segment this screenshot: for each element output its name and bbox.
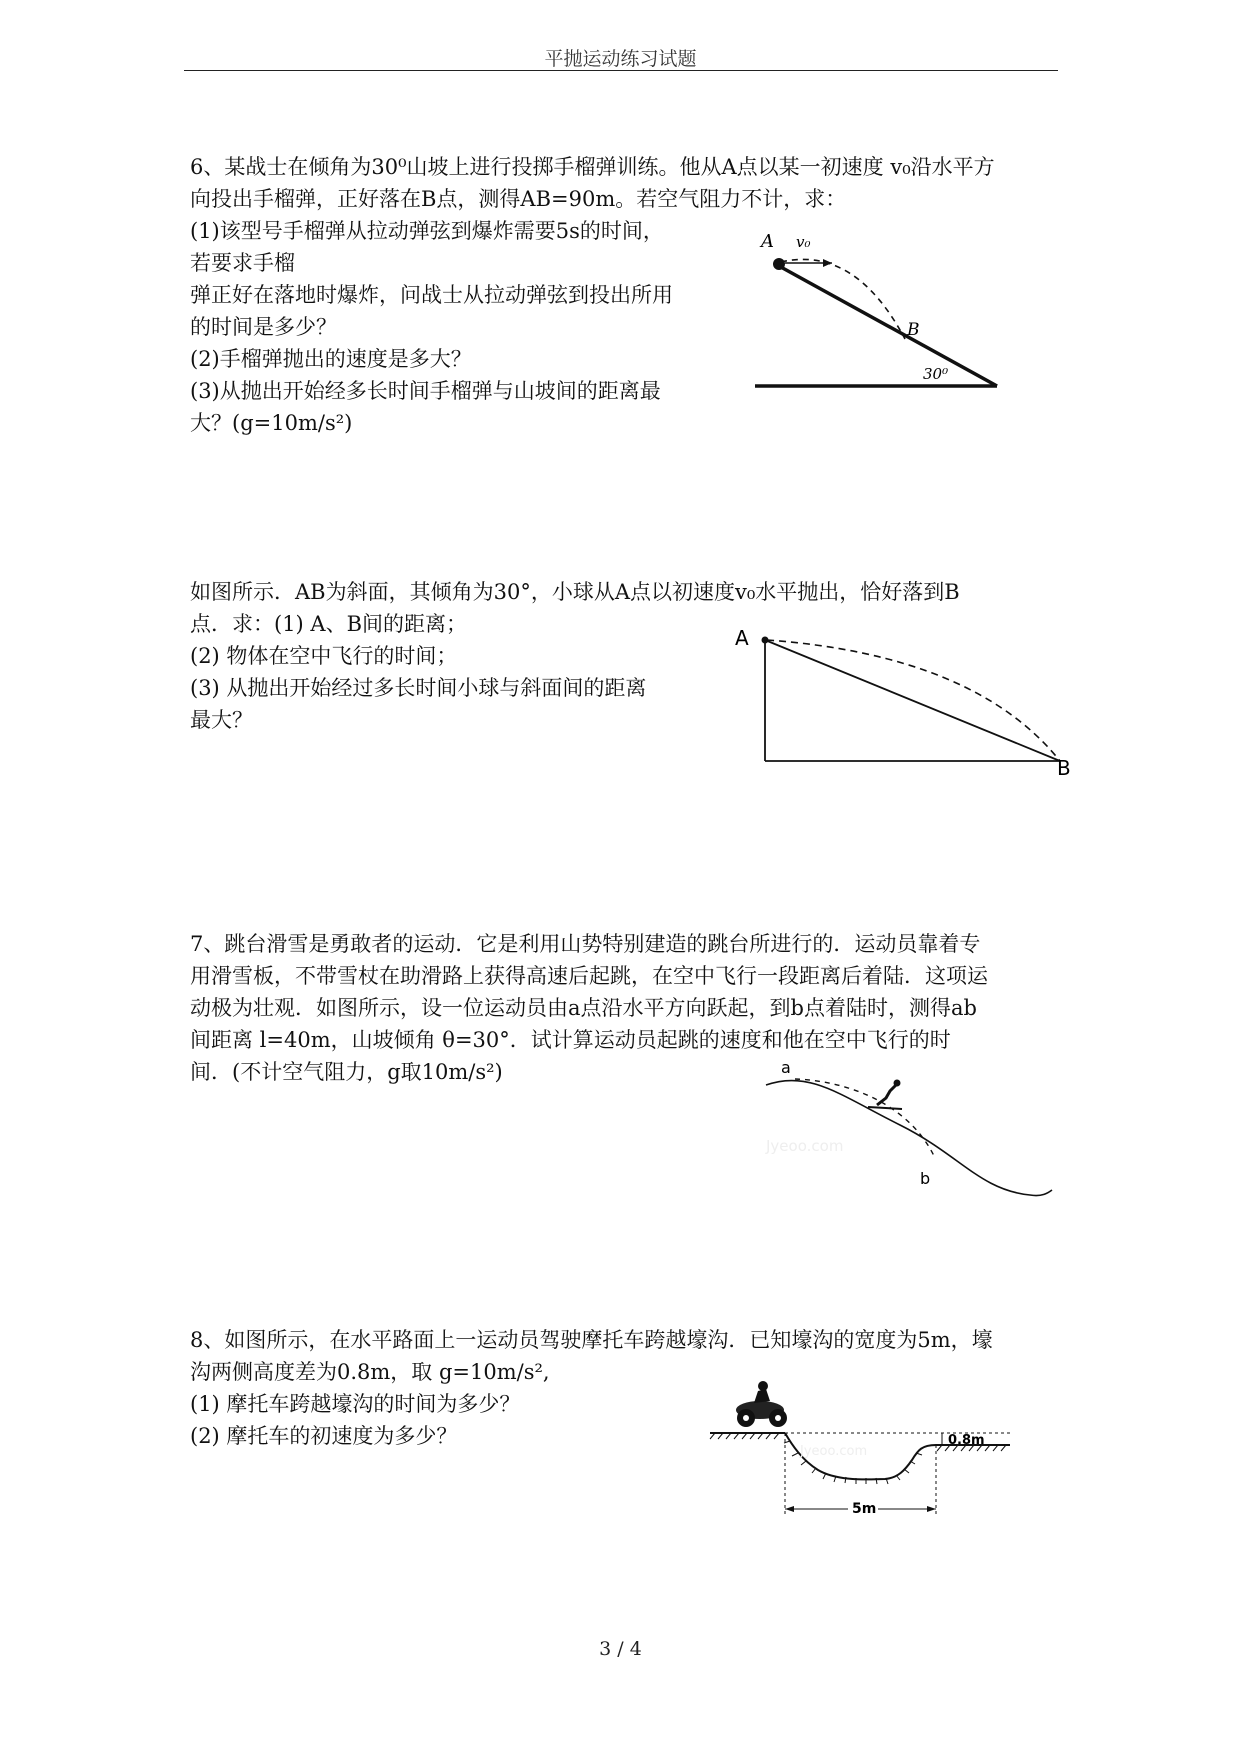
label-angle: 30⁰ (923, 365, 949, 383)
page-number: 3 / 4 (599, 1638, 642, 1660)
q7-line: 间．(不计空气阻力，g取10m/s²) (190, 1060, 503, 1084)
incline-label-b: B (1057, 756, 1071, 780)
q6-line: 的时间是多少？ (190, 315, 337, 339)
height-label: 0.8m (948, 1433, 985, 1448)
width-arrow-left (785, 1506, 794, 1512)
q6-line: (3)从抛出开始经多长时间手榴弹与山坡间的距离最 (190, 379, 661, 403)
incline-label-a: A (735, 626, 749, 650)
watermark-text: Jyeoo.com (766, 1137, 844, 1155)
q8-line: 沟两侧高度差为0.8m，取 g=10m/s², (190, 1360, 550, 1384)
q7-line: 7、跳台滑雪是勇敢者的运动．它是利用山势特别建造的跳台所进行的．运动员靠着专 (190, 932, 981, 956)
skier-body (877, 1085, 896, 1105)
triangle-hypotenuse (765, 640, 1060, 761)
skier-head (894, 1080, 901, 1087)
incline-line: 最大？ (190, 708, 253, 732)
width-label: 5m (852, 1501, 877, 1517)
q8-line: 8、如图所示，在水平路面上一运动员驾驶摩托车跨越壕沟．已知壕沟的宽度为5m，壕 (190, 1328, 993, 1352)
ski-label-b: b (920, 1169, 931, 1188)
label-v0: v₀ (796, 233, 811, 251)
incline-line: 如图所示．AB为斜面，其倾角为30°，小球从A点以初速度v₀水平抛出，恰好落到B (190, 580, 960, 604)
q6-line: 大？(g=10m/s²) (190, 411, 353, 435)
incline-triangle-figure (735, 625, 1080, 780)
launch-point-marker (773, 258, 785, 270)
q6-line: 若要求手榴 (190, 251, 295, 275)
ski-label-a: a (781, 1058, 791, 1077)
incline-line: (2) 物体在空中飞行的时间； (190, 644, 458, 668)
q7-line: 间距离 l=40m，山坡倾角 θ=30°．试计算运动员起跳的速度和他在空中飞行的时 (190, 1028, 951, 1052)
q6-line: 向投出手榴弹，正好落在B点，测得AB=90m。若空气阻力不计，求： (190, 187, 847, 211)
q6-line: 6、某战士在倾角为30⁰山坡上进行投掷手榴弹训练。他从A点以某一初速度 v₀沿水平方 (190, 155, 995, 179)
page-header-title: 平抛运动练习试题 (544, 48, 697, 70)
header-divider (184, 70, 1058, 71)
q6-line: 弹正好在落地时爆炸，问战士从拉动弹弦到投出所用 (190, 283, 673, 307)
ski-jump-figure (760, 1055, 1050, 1205)
incline-line: (3) 从抛出开始经过多长时间小球与斜面间的距离 (190, 676, 647, 700)
q7-line: 动极为壮观．如图所示，设一位运动员由a点沿水平方向跃起，到b点着陆时，测得ab (190, 996, 977, 1020)
grenade-slope-figure (755, 225, 1015, 395)
label-b: B (907, 320, 920, 340)
motorcycle-icon (736, 1381, 787, 1427)
motorcycle-ditch-figure (710, 1375, 1010, 1530)
q6-line: (1)该型号手榴弹从拉动弹弦到爆炸需要5s的时间， (190, 219, 664, 243)
incline-line: 点．求：(1) A、B间的距离； (190, 612, 468, 636)
skier-skis (868, 1107, 902, 1109)
slope-line (779, 266, 997, 386)
width-arrow-right (927, 1506, 936, 1512)
q8-line: (2) 摩托车的初速度为多少？ (190, 1424, 458, 1448)
watermark-text: Jyeoo.com (800, 1444, 868, 1459)
q8-line: (1) 摩托车跨越壕沟的时间为多少？ (190, 1392, 521, 1416)
q7-line: 用滑雪板，不带雪杖在助滑路上获得高速后起跳，在空中飞行一段距离后着陆．这项运 (190, 964, 988, 988)
q6-line: (2)手榴弹抛出的速度是多大？ (190, 347, 472, 371)
label-a: A (761, 231, 774, 252)
